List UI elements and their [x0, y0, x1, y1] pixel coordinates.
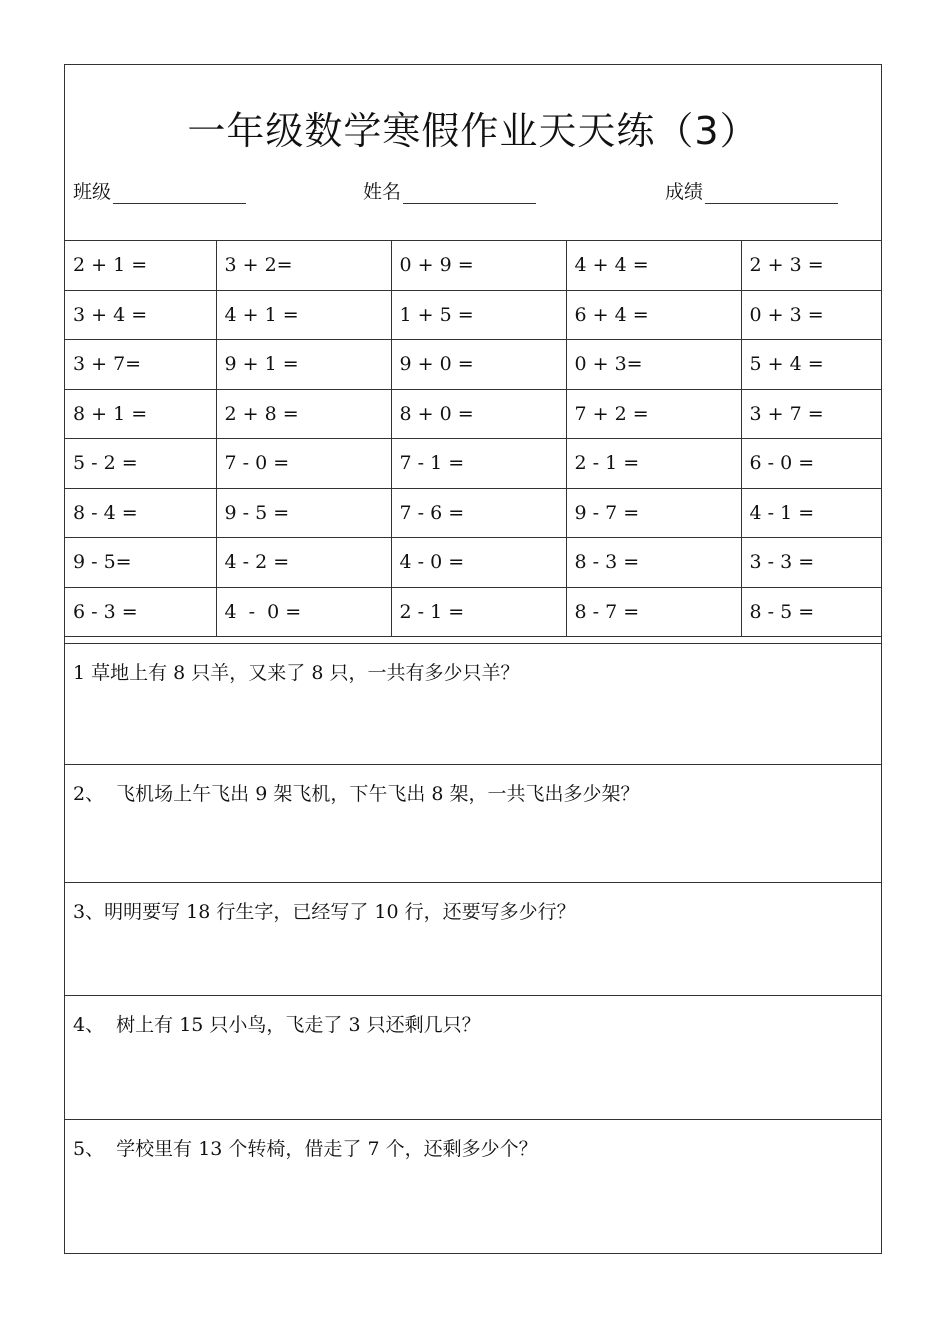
exercise-cell: 2 + 8 =: [216, 389, 391, 439]
exercise-cell: 3 + 4 =: [65, 290, 216, 340]
exercise-cell: 4 + 4 =: [566, 241, 741, 291]
exercise-cell: 8 - 5 =: [741, 587, 881, 637]
exercise-cell: 5 + 4 =: [741, 340, 881, 390]
exercise-cell: 2 - 1 =: [566, 439, 741, 489]
exercise-cell: 4 - 1 =: [741, 488, 881, 538]
score-label: 成绩: [665, 181, 704, 203]
word-problem-4: 4、 树上有 15 只小鸟，飞走了 3 只还剩几只？: [65, 995, 881, 1119]
exercise-cell: 3 + 7=: [65, 340, 216, 390]
word-problem-3: 3、明明要写 18 行生字，已经写了 10 行，还要写多少行？: [65, 882, 881, 995]
exercise-row: [65, 340, 881, 390]
exercise-cell: 7 - 0 =: [216, 439, 391, 489]
exercise-cell: 4 - 0 =: [391, 538, 566, 588]
exercise-row: [65, 389, 881, 439]
class-label: 班级: [73, 181, 112, 203]
score-blank[interactable]: [705, 181, 838, 204]
worksheet: [64, 64, 882, 1254]
exercise-row: [65, 538, 881, 588]
word-problem-2: 2、 飞机场上午飞出 9 架飞机，下午飞出 8 架，一共飞出多少架？: [65, 764, 881, 882]
exercise-cell: 6 + 4 =: [566, 290, 741, 340]
exercise-cell: 3 + 7 =: [741, 389, 881, 439]
exercise-cell: 2 + 1 =: [65, 241, 216, 291]
exercise-cell: 4 - 0 =: [216, 587, 391, 637]
exercise-cell: 8 - 3 =: [566, 538, 741, 588]
exercise-cell: 4 - 2 =: [216, 538, 391, 588]
exercise-cell: 5 - 2 =: [65, 439, 216, 489]
exercise-cell: 1 + 5 =: [391, 290, 566, 340]
exercise-cell: 4 + 1 =: [216, 290, 391, 340]
exercise-cell: 0 + 3 =: [741, 290, 881, 340]
exercise-row: [65, 488, 881, 538]
exercise-cell: 8 + 1 =: [65, 389, 216, 439]
page-title: 一年级数学寒假作业天天练（3）: [187, 109, 759, 153]
exercise-cell: 9 - 5=: [65, 538, 216, 588]
exercise-cell: 8 - 7 =: [566, 587, 741, 637]
exercise-cell: 9 + 0 =: [391, 340, 566, 390]
exercise-cell: 6 - 0 =: [741, 439, 881, 489]
exercise-cell: 0 + 9 =: [391, 241, 566, 291]
arithmetic-grid: [65, 240, 881, 637]
exercise-cell: 8 + 0 =: [391, 389, 566, 439]
exercise-cell: 9 - 5 =: [216, 488, 391, 538]
student-info-row: [65, 177, 881, 207]
class-blank[interactable]: [113, 181, 246, 204]
word-problem-1: 1 草地上有 8 只羊，又来了 8 只，一共有多少只羊？: [65, 643, 881, 764]
word-problem-5: 5、 学校里有 13 个转椅，借走了 7 个，还剩多少个？: [65, 1119, 881, 1253]
exercise-cell: 9 + 1 =: [216, 340, 391, 390]
exercise-cell: 2 - 1 =: [391, 587, 566, 637]
exercise-cell: 6 - 3 =: [65, 587, 216, 637]
class-field: [73, 177, 246, 204]
exercise-row: [65, 439, 881, 489]
exercise-row: [65, 587, 881, 637]
name-blank[interactable]: [403, 181, 536, 204]
exercise-cell: 0 + 3=: [566, 340, 741, 390]
exercise-cell: 2 + 3 =: [741, 241, 881, 291]
exercise-row: [65, 290, 881, 340]
exercise-cell: 7 + 2 =: [566, 389, 741, 439]
exercise-cell: 7 - 6 =: [391, 488, 566, 538]
exercise-cell: 9 - 7 =: [566, 488, 741, 538]
name-field: [363, 177, 536, 204]
exercise-cell: 3 - 3 =: [741, 538, 881, 588]
name-label: 姓名: [363, 181, 402, 203]
exercise-cell: 3 + 2=: [216, 241, 391, 291]
score-field: [665, 177, 838, 204]
exercise-row: [65, 241, 881, 291]
exercise-cell: 7 - 1 =: [391, 439, 566, 489]
exercise-cell: 8 - 4 =: [65, 488, 216, 538]
